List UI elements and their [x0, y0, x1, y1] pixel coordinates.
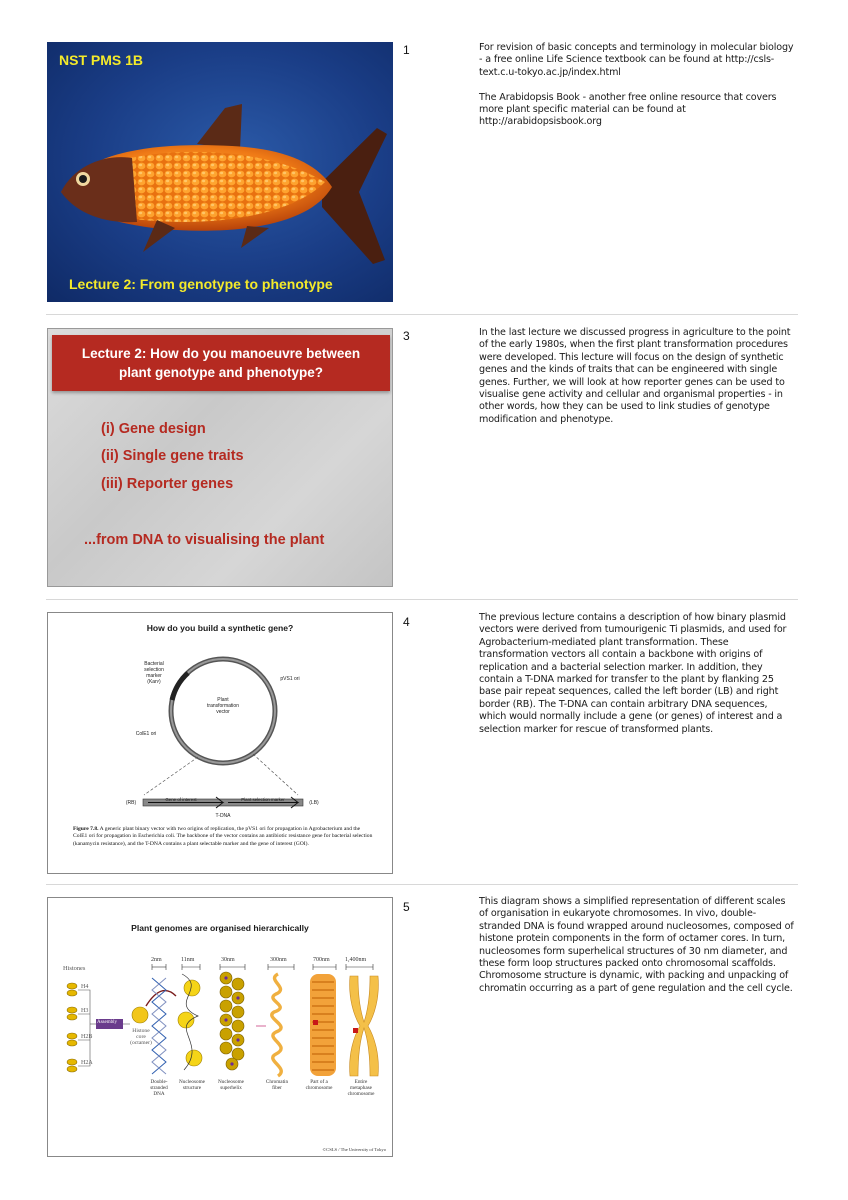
label-line: metaphase [350, 1085, 372, 1091]
label-line: Nucleosome [218, 1079, 244, 1085]
label-line: Part of a [310, 1079, 328, 1085]
histone-core-label [126, 1028, 156, 1046]
bacterial-marker-label [132, 661, 176, 685]
label-line: Histone [132, 1028, 150, 1034]
scale-label: 300nm [270, 957, 287, 963]
banner-line: plant genotype and phenotype? [118, 365, 323, 380]
slide-5-thumbnail [47, 897, 393, 1157]
topic-item: (i) Gene design [101, 421, 206, 437]
chromatin-hierarchy-diagram [48, 898, 393, 1098]
histone-h2b-label: H2B [81, 1034, 93, 1040]
label-line: Double- [150, 1079, 168, 1085]
scale-label: 700nm [313, 957, 330, 963]
label-line: Bacterial [144, 661, 164, 667]
notes-paragraph: The previous lecture contains a description of how binary plasmid vectors were derived from tumourigenic Ti plasmids, and used for Agrobacterium-mediated plant transformation. These transformation vectors all contain a backbone with origins of replication and a bacterial selection marker. In addition, they contain a T-DNA marked for transfer to the plant by flanking 25 base pair repeat sequences, called the left border (LB) and right border (RB). The T-DNA can contain arbitrary DNA sequences, which would normally include a gene (or genes) of interest and a selection marker for rescue of transformed plants. [479, 612, 787, 735]
label-line: Nucleosome [179, 1079, 205, 1085]
histone-h2a-label: H2A [81, 1060, 93, 1066]
label-line: fiber [272, 1085, 282, 1091]
scale-label: 2nm [151, 957, 162, 963]
label-line: (octamer) [130, 1040, 152, 1046]
label-line: structure [182, 1085, 202, 1091]
gene-of-interest-label: Gene of interest [165, 797, 197, 802]
banner-line: Lecture 2: How do you manoeuvre between [81, 346, 361, 361]
stage-label [259, 1079, 295, 1091]
title-banner [52, 335, 390, 391]
caption-label: Figure 7.8. [73, 826, 99, 832]
lb-label: (LB) [309, 800, 319, 806]
scale-label: 1,400nm [345, 957, 367, 963]
notes-paragraph: For revision of basic concepts and terminology in molecular biology - a free online Life Science textbook can be found at http://csls-text.c.u-tokyo.ac.jp/index.html [479, 42, 794, 78]
row-divider [46, 884, 798, 885]
row-divider [46, 314, 798, 315]
slide-1-notes [479, 42, 797, 141]
label-line: chromosome [347, 1091, 375, 1097]
slide-1-thumbnail [47, 42, 393, 302]
histone-h4-label: H4 [81, 984, 89, 990]
figure-caption [73, 826, 373, 848]
course-code: NST PMS 1B [59, 52, 144, 68]
label-line: (Kanʳ) [147, 679, 161, 685]
plant-selection-marker-label: Plant selection marker [241, 797, 285, 802]
slide-title: Plant genomes are organised hierarchically [131, 923, 309, 933]
label-line: transformation [207, 703, 239, 709]
label-line: selection [144, 667, 164, 673]
label-line: core [136, 1034, 146, 1040]
topic-item: (ii) Single gene traits [101, 448, 244, 464]
slide-tagline: ...from DNA to visualising the plant [84, 532, 325, 548]
notes-paragraph: In the last lecture we discussed progress in agriculture to the point of the early 1980s, when the first plant transformation procedures were developed. This lecture will focus on the design of synthetic genes and the kinds of traits that can be engineered with single genes. Further, we will look at how reporter genes can be used to visualise gene activity and cellular and organismal properties - in other words, how they can be used to link studies of genotype modification and phenotype. [479, 327, 791, 425]
label-line: DNA [153, 1091, 165, 1097]
slide-number: 5 [403, 900, 410, 914]
caption-text: A generic plant binary vector with two origins of replication, the pVS1 ori for propagation in Agrobacterium and the ColE1 ori for propagation in Escherichia coli. The backbone of the vector contains an antibiotic resistance gene for bacterial selection (kanamycin resistance), and the T-DNA contains a plant selectable marker and the gene of interest (GOI). [73, 826, 373, 847]
stage-label [300, 1079, 338, 1091]
pvs1-ori-label: pVS1 ori [280, 676, 300, 682]
label-line: Chromatin [265, 1079, 289, 1085]
histones-label: Histones [63, 965, 86, 972]
vector-center-label [193, 697, 253, 715]
scale-label: 30nm [221, 957, 235, 963]
stage-label [342, 1079, 380, 1097]
stage-label [213, 1079, 249, 1091]
assembly-label: Assembly [97, 1020, 117, 1025]
slide-3-notes [479, 327, 797, 439]
slide-4-notes [479, 612, 797, 748]
rb-label: (RB) [125, 800, 137, 806]
slide-4-thumbnail [47, 612, 393, 874]
topic-item: (iii) Reporter genes [101, 476, 234, 492]
label-line: vector [216, 709, 230, 715]
stage-label [175, 1079, 209, 1091]
stage-label [144, 1079, 174, 1097]
label-line: Plant [217, 697, 229, 703]
scale-label: 11nm [181, 957, 195, 963]
label-line: marker [146, 673, 162, 679]
label-line: stranded [150, 1085, 168, 1091]
histone-h3-label: H3 [81, 1008, 89, 1014]
cole1-ori-label: ColE1 ori [135, 731, 157, 737]
tdna-label: T-DNA [215, 813, 231, 819]
notes-paragraph: This diagram shows a simplified representation of different scales of organisation in eukaryote chromosomes. In vivo, double-stranded DNA is found wrapped around nucleosomes, composed of histone protein components in the form of octamer cores. In turn, nucleosomes form superhelical structures of 30 nm diameter, and these form loop structures packed onto chromosomal scaffolds. Chromosome structure is dynamic, with packing and unpacking of chromatin occurring as a part of gene regulation and the cell cycle. [479, 896, 794, 994]
banner-title [52, 344, 390, 382]
label-line: superhelix [220, 1085, 242, 1091]
image-credit: ©CSLS / The University of Tokyo [322, 1147, 386, 1152]
slide-number: 3 [403, 329, 410, 343]
label-line: Entire [354, 1079, 368, 1085]
slide-number: 1 [403, 43, 410, 57]
lecture-title: Lecture 2: From genotype to phenotype [69, 276, 333, 292]
slide-5-notes [479, 896, 797, 1008]
slide-number: 4 [403, 615, 410, 629]
notes-paragraph: The Arabidopsis Book - another free online resource that covers more plant specific material can be found at http://arabidopsisbook.org [479, 91, 777, 128]
slide-3-thumbnail [47, 328, 393, 587]
corn-fish-image [47, 42, 393, 302]
label-line: chromosome [305, 1085, 333, 1091]
slide-title: How do you build a synthetic gene? [146, 623, 294, 633]
row-divider [46, 599, 798, 600]
binary-vector-diagram [48, 613, 393, 823]
